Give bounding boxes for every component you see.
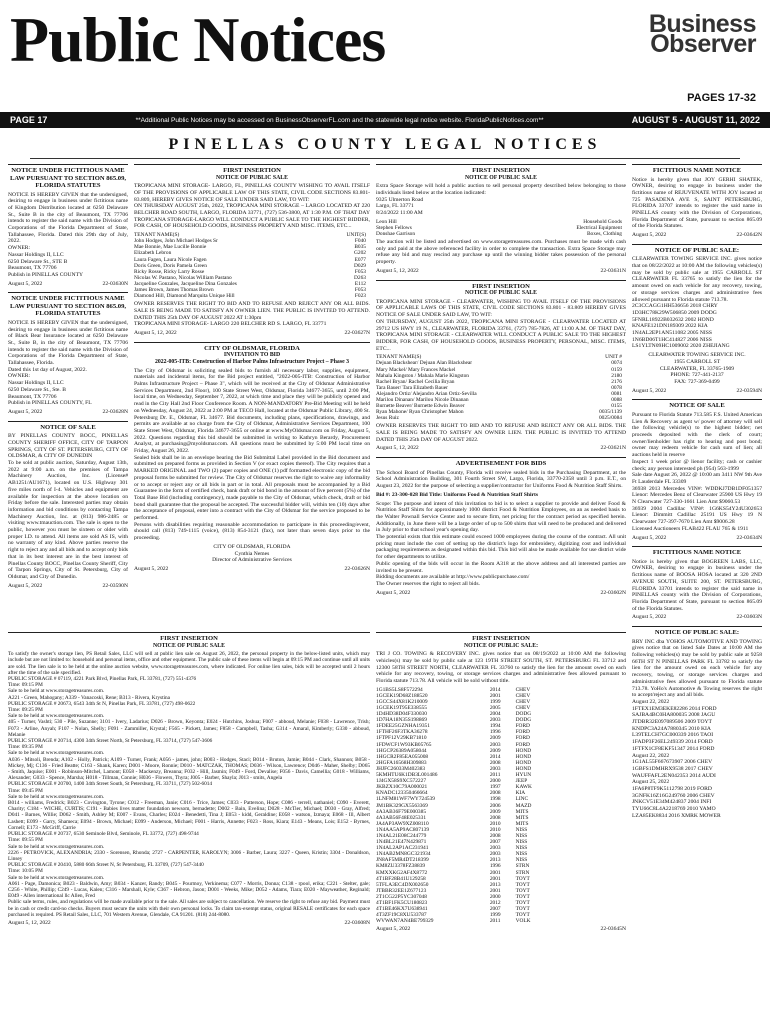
table-cell: 4A3AB56F48E025331 [376,814,427,821]
issue-dates: AUGUST 5 - AUGUST 11, 2022 [631,115,760,125]
notice-code: 22-03608N [344,919,370,926]
notice-body: To satisfy the owner's storage lien, PS Retail Sales, LLC will sell at public lien sale on August 26, 2022, the personal property in the below-listed units, which may include but are not limited to: household and personal items, office and other equipment. The public sale of these items will begin at 09:15 PM and continue until all units are sold. The lien sale is to be held at the online auction website, www.storagetreasures.com, where indicated. For online lien sales, bids will be accepted until 2 hours after the time of the sale specified. PUBLIC STORAGE # 07119, 4221 Park Blvd, Pinellas Park, FL 33781, (727) 551-4376 Time: 09:15 PM Sale to be held at www.storagetreasures.com. A221 - Green, Mahogany; A339 - Vanacoski, Rene; B313 - Rivera, Krystina PUBLIC STORAGE # 20673, 6543 34th St N, Pinellas Park, FL 33781, (727) 498-0622 Time: 09:25 PM Sale to be held at www.storagetreasures.com. 405 - Turner, Vashti; 530 - Pile, Suzanne; 3101 - Ivery, Ladarius; D026 - Brown, Keyonta; E024 - Hutchins, Joshua; F007 - abboud, Melanie; F038 - Lawrence, Trish; F073 - Arline, Anyah; F107 - Nolan, Shelly; F091 - Zammiller, Krystal; F565 - Pickett, James; F858 - Campbell, Tasha; G314 - Amaral, Kimberly; G330 - abboud, Melanie PUBLIC STORAGE # 20714, 4300 34th Street North, St Petersburg, FL 33714, (727) 547-3606 Time: 09:35 PM Sale to be held at www.storagetreasures.com. A036 - Mitsoli, Brenda; A102 - Holly, Patrick; A109 - Turner, Frank; A056 - james, john; B003 - Hodges, Staci; B014 - Bruton, Jamie; B044 - Clark, Shannon; B058 - Mickey, Mj; C136 - Fried Beatte; C163 - Shank, Karen; D001 - Moore, Ronnie; D010 - MATCZAK, THOMAS; D036 - Wilson, Lawrence; D046 - Maher, Shelby; D065 - Smith, Jaquise; E001 - Robinson-Mitchel, Lamont; E058 - Mackenzy, Breanna; F032 - Hill, Jasmin; F049 - Ford, Devalise; F056 - Davis, Camellia; G018 - Williams, Alexander; G033 - Spence, Marsha; H018 - Tillman, Connie; H036 - Flowers, Thyra; J005 - Barber, Shayla; J013 - smits, Angela PUBLIC STORAGE # 20700, 1400 34th Street South, St Petersburg, FL 33711, (727) 502-6014 Time: 09:45 PM Sale to be held at www.storagetreasures.com. B014 - williams, Fredrick; B023 - Covington, Tyrone; C012 - Freeman, Janie; C016 - Trice, James; C033 - Patterson, Hope; C086 - terrell, nathaniel; C090 - Everett, Charity; C184 - WICHE, CURTIS; C191 - Babies lives matter foundation newsom, bernadette; D002 - Bain, Evelina; D028 - McTier, Michael; D030 - Gray, Alfred; D041 - Barnes, Willie; D062 - Smith, Ashley M; E007 - Evans, Charles; E024 - Benedetti, Tina J; E053 - kidd, Geraldine; E058 - watson, Izmaya; E068 - Ill, Albert Lashett; E099 - Garry, Shameca; E094 - Brown, Michael; E099 - Anderson, Michael; F001 - Harris, Annette; F023 - Ross, Kiara; E143 - Means, Lois; E152 - Byrnes, Cornell; E173 - McGriff, Carrie PUBLIC STORAGE # 20737, 6530 Seminole Blvd, Seminole, FL 33772, (727) 498-9744 Time: 09:55 PM Sale to be held at www.storagetreasures.com. 2226 - PETROVICK, ALEXANDRIA; 2330 - Sorensen, Rhonda; 2727 - CARPENTER, KAROLYN; 3006 - Barber, Laura; 3227 - Queen, Kristin; 3304 - Donaldson, Linsey PUBLIC STORAGE # 20410, 5880 66th Street N, St Petersburg, FL 33709, (727) 547-3440 Time: 10:05 PM Sale to be held at www.storagetreasures.com. A061 - Page, Damonica; B023 - Baldwin, Amy; B034 - Kanzer, Randy; B045 - Pourmoy, Verkinema; C077 - Morris, Donna; C138 - rpool, erika; C221 - Stelter, gale; C256 - White, Phillip; C249 - Lucas, Kalen; C316 - Marshall, Kyle; C367 - Hebron, Jason; D001 - Weeks, Mike; D052 - Adams, Tiara; E020 - Mayweather, Reginald; E049 - Allen international llc Allen, Fred Public sale terms, rules, and regulations will be made available prior to the sale. All sales are subject to cancellation. We reserve the right to refuse any bid. Payment must be in cash or credit card-no checks. Buyers must secure the units with their own personal locks. To claim tax-exempt status, original RESALE certificates for each space purchased is required. PS Retail Sales, LLC, 701 Western Avenue, Glendale, CA 91201. (818) 244-8080. [8,651,370,918]
notice [376,164,626,275]
table-cell: 4T3ZF19C8XU533787 [376,912,427,919]
notice-code: 22-03594N [736,387,762,394]
table-cell: 2001 [489,887,501,894]
table-cell: 0035/1139 [599,409,622,416]
notice-code: 22-03634N [736,534,762,541]
table-cell: 1N4BL21E47N429871 [376,839,427,846]
notice-code: 22-03626N [344,565,370,572]
notice-code: 22-03602N [600,589,626,596]
table-cell: 2003 [489,845,501,852]
table-cell: 2008 [489,814,501,821]
notice-body: The City of Oldsmar is soliciting sealed bids to furnish all necessary labor, supplies, equipment, materials and incidental items, for the Bid project entitled, "2022-005-ITB: Construction of Harbor Palms Infrastructure Project – Phase 3", which will be received at the City of Oldsmar Administrative Services Department, 2nd Floor), 100 State Street West, Oldsmar, Florida 34677-3655, until 2:00 PM, local time, on Wednesday, September 7, 2022, at which time and place they will be publicly opened and read in the City Hall 2nd Floor Conference Room. A NON-MANDATORY Pre-Bid Meeting will be held on Wednesday, August 24, 2022 at 2:00 PM at TECO Hall, located at the Oldsmar Public Library, 400 St. Petersburg Dr. E., Oldsmar, FL 34677. Bid documents, including plans, specifications, drawings, and permits are available at no charge from the City of Oldsmar, Administrative Services Department, 100 State Street West, Oldsmar, Florida 34677-3655 or online at www.MyOldsmar.com on Friday, August 5, 2022. Questions regarding this bid should be submitted in writing to Kathryn Berardy, Procurement Analyst, at purchasing@myoldsmar.com. All questions must be submitted by 5:00 PM local time on Friday, August 26, 2022. Sealed bids shall be in an envelope bearing the Bid Submittal Label provided in the Bid document and submitted on prepared forms as provided in Section V (or exact copies thereof). The City requires that a MARKED ORIGINAL and TWO (2) paper copies and ONE (1) pdf formatted electronic copy of the bid proposal forms be submitted for review. The City of Oldsmar reserves the right to waive any informality or to accept or reject any or all bids in part or in total. All proposals must be accompanied by a Bid Guarantee in the form of certified check, bank draft or bid bond in the amount of five percent (5%) of the Total Base Bid (including contingency), made payable to the City of Oldsmar, which check, draft or bid bond shall guarantee that the proposal be accepted. The successful bidder will, within ten (10) days after the acceptance of proposal, enter into a contract with the City of Oldsmar for the service proposed to be performed. Persons with disabilities requiring reasonable accommodation to participate in this proceeding/event, should call (813) 749-1115 (voice), (813) 854-3121 (fax), not later than seven days prior to the proceeding. [134,367,370,542]
table-cell: 1994 [489,723,501,730]
column-3 [376,164,626,626]
section-title: PINELLAS COUNTY LEGAL NOTICES [168,136,602,153]
notice-heading: FIRST INSERTION [223,167,281,174]
notice-footer [8,409,128,416]
table-cell: 4A3AB36F79E000385 [376,808,427,815]
notice-footer [632,535,762,542]
table-cell: 2000 [489,893,501,900]
notice-heading: FIRST INSERTION [160,635,218,642]
table-cell: 1999 [489,698,501,705]
table-cell: NISS [515,851,528,858]
table-cell: HOND [515,753,532,760]
table-cell: 2010 [489,820,501,827]
notice-body-2: OWNER RESERVES THE RIGHT TO BID AND TO REFUSE AND REJECT ANY OR ALL BIDS. THE SALE IS BEING MADE TO SATISFY AN OWNER LIEN. THE PUBLIC IS INVITED TO ATTEND DATED THIS 25th DAY OF AUGUST 2022. [376,423,626,443]
table-cell: Rachel Bryan/ Rachel Cecilia Bryan [376,378,455,385]
notice-subheading: NOTICE OF PUBLIC SALE [464,290,538,297]
notice-date: August 5, 2022 [632,614,667,621]
table-cell: Marilou Dinanan/ Marilou Nicole Dinanan [376,397,469,403]
table-cell: CHEV [515,698,531,705]
table-cell: John Hodges, John Michael Hodges Sr [134,238,218,245]
notice-footer [134,330,370,337]
table-cell: F023 [354,293,366,300]
table-cell: Diamond Hill, Diamond Marquita Unique Hill [134,293,235,300]
table-cell: DODG [515,717,532,724]
table-cell: 1N4AB2MN8GC321934 [376,851,431,858]
table-cell: 2009 [489,747,501,754]
table-cell: Jesus Ruiz [376,415,399,422]
table-cell: DODG [515,711,532,718]
notice-body: Pursuant to Florida Statute 713.585 F.S. United American Lien & Recovery as agent w/ power of attorney will sell the following vehicle(s) to the highest bidder; net proceeds deposited with the clerk of court; owner/lienholder has right to hearing and post bond; owner may redeem vehicle for cash sum of lien; all auctions held in reserve Inspect 1 week prior @ lienor facility; cash or cashier check; any person interested ph (954) 563-1999 Sale date August 26, 2022 @ 10:00 am 3411 NW 9th Ave Ft Lauderdale FL 33309 36938 2013 Mercedes VIN#: WDDKJ7DB1DF051357 Lienor: Mercedes Benz of Clearwater 25900 US Hwy 19 N Clearwater 727-330-1661 Lien Amt $9060.53 36939 2004 Cadillac VIN#: 1G6KS54Y24U302653 Lienor: Dimmitt Cadillac 25191 US Hwy 19 N Clearwater 727-397-7670 Lien Amt $9006.28 Licensed Auctioneers FLAB422 FLAU 765 & 1911 [632,411,762,532]
notice [632,399,762,541]
notice-date: August 5, 2022 [376,589,411,596]
table-cell: 2008 [489,790,501,797]
notice-code: 22-03642N [736,232,762,239]
table-cell: HOND [515,759,532,766]
table-cell: 4T1BF1FK5CU180823 [376,900,428,906]
notice-date: August 5, 2022 [632,232,667,239]
notice-subheading-2: 2022-005-ITB: Construction of Harbor Palms Infrastructure Project – Phase 3 [154,358,349,365]
notice-body: BY PINELLAS COUNTY BOCC, PINELLAS COUNTY SHERIFF OFFICE, CITY OF TARPON SPRINGS, CITY OF ST. PETERSBURG, CITY OF OLDSMAR, & CITY OF DUNEDIN To be sold at public auction, Saturday, August 13th, 2022 at 9:00 a.m. on the premises of Tampa Machinery Auction, Inc. (License# AB1251/AU1671), located on U.S. Highway 301 five miles north of I-4. Vehicles and equipment are available for inspection at the above location on Friday before the sale. Interested parties may obtain information and bid conditions by contacting Tampa Machinery Auction, Inc. at (813) 986-2485 or visiting www.tmauction.com. The sale is open to the public, however you must be sixteen or older with proper I.D. to attend. All items are sold AS IS, with no warranty of any kind. Above parties reserve the right to reject any and all bids and to accept only bids that in its best interest are in the best interest of Pinellas County BOCC, Pinellas County Sheriff, City of Tarpon Springs, City of St. Petersburg, City of Oldsmar, and City of Dunedin. [8,433,128,580]
table-cell: 2HGFA16568H309883 [376,759,427,766]
table-cell: 4T1BF28B41U129258 [376,875,426,882]
table-cell: Electrical Equipment [576,224,622,231]
page-title: Public Notices [10,4,386,75]
page-number: PAGE 17 [10,115,48,125]
table-cell: 1N4AL2AP1AC231941 [376,845,429,852]
brand-line-1: Business [648,10,756,38]
table-cell: MITS [515,820,529,827]
table-cell: Mae Bonnie, Mae Lucille Bonnie [134,244,207,251]
table-cell: KM8ZU3378FZ38839 [376,863,426,870]
notice-date: August 5, 2022 [134,565,169,572]
table-cell: 1FTPF12V29KB71810 [376,735,427,742]
table-cell: Ricky Rosse, Ricky Larry Rosse [134,268,205,275]
pages-range: PAGES 17-32 [687,92,756,104]
notice-subheading: NOTICE OF PUBLIC SALE [464,174,538,181]
table-cell: 1GCCS44X81K210009 [376,698,428,705]
table-cell: Doris Green, Doris Pamela Green [134,262,207,269]
column-bottom-middle [376,632,626,1020]
notice-body: TROPICANA MINI STORAGE - CLEARWATER, WISHING TO AVAIL ITSELF OF THE PROVISIONS OF APPLICABLE LAWS OF THIS STATE, CIVIL CODE SECTIONS 83.801 - 83.809 HEREBY GIVES NOTICE OF SALE UNDER SAID LAW, TO WIT: ON THURSDAY, AUGUST 25th 2022, TROPICANA MINI STORAGE - CLEARWATER LOCATED AT 29712 US HWY 19 N., CLEARWATER, FLORIDA 33761, (727) 785-7826, AT 11:00 A.M. OF THAT DAY, TROPICANA MINI STORAGE - CLEARWATER WILL CONDUCT A PUBLIC SALE TO THE HIGHEST BIDDER, FOR CASH, OF HOUSEHOLD GOODS, BUSINESS PROPERTY, PERSONAL, MISC. ITEMS, ETC... [376,298,626,352]
table-row [376,415,626,421]
notice-code: 22-03621N [600,445,626,452]
notice-heading: FIRST INSERTION [472,635,530,642]
table-cell: 0074 [611,360,622,367]
table-cell: 0155 [611,403,622,410]
notice-body: NOTICE IS HEREBY GIVEN that the undersigned, desiring to engage in business under fictitious name of Kingdom Distribution located at 6250 Delaware St., Suite B in the city of Beaumont, TX 77706 intends to register the said name with the Division of Corporations of the Florida Department of State, Tallahassee, Florida. Dated this 29th day of July, 2022. OWNER: Nassar Holdings II, LLC 6250 Delaware St., STE B Beaumont, TX 77706 Publish in PINELLAS COUNTY [8,191,128,278]
table-cell: 1GCEK19T95E338555 [376,705,427,711]
table-cell: MITS [515,808,529,815]
notice-body: NOTICE IS HEREBY GIVEN that the undersigned, desiring to engage in business under fictitious name of Black Bear Insurance located at 6250 Delaware St., Suite B, in the city of Beaumont, TX 77706 intends to register the said name with the Division of Corporations of the Florida Department of State, Tallahassee, Florida. Dated this 1st day of August, 2022. OWNER: Nassar Holdings II, LLC 6250 Delaware St., Ste. B Beaumont, TX 77706 Publish in PINELLAS COUNTY, FL [8,319,128,407]
column-1 [8,164,128,626]
table-cell: WVWAN7AN4BE799329 [376,918,434,925]
notice-body: Extra Space Storage will hold a public auction to sell personal property described below belonging to those individuals listed below at the location indicated: 9325 Ulmerton Road Largo, FL 33771 8/24/2022 11:00 AM [376,183,626,217]
table-cell: 2003 [489,717,501,724]
notice-heading: FIRST INSERTION [472,282,530,290]
notice-date: August 5, 2022 [8,408,43,415]
notice [8,292,128,415]
table-cell: 1D4HD38D04F330030 [376,711,427,718]
table-cell: JN8AF5MR4DT218399 [376,857,429,864]
table-cell: 2010 [489,826,501,833]
table-cell: 2013 [489,881,501,888]
notice-date: August 5, 12, 2022 [8,919,51,926]
table-cell: JM1BK329GX5563369 [376,802,428,809]
notice-heading: ADVERTISEMENT FOR BIDS [455,460,547,468]
notice-heading: CITY OF OLDSMAR, FLORIDA [204,344,300,352]
table-cell: TENANT NAME(S) [376,354,422,361]
notice-subheading: NOTICE OF PUBLIC SALE [152,642,226,649]
table-cell: STRN [515,863,530,870]
table-cell: 2013 [489,857,501,864]
table [134,232,370,299]
table-row [376,918,551,924]
table-cell: NISS [515,826,528,833]
table-cell: 2001 [489,692,501,699]
table-cell: NISS [515,845,528,852]
header-bar [0,112,770,128]
table-cell: 1FDWCF1W93KB05765 [376,741,432,748]
table-cell: 1G1BS5LS8F572294 [376,686,423,693]
table-cell: 1N4AA5AP9AC807139 [376,826,430,833]
notice-footer [8,281,128,288]
notice-body: The School Board of Pinellas County, Florida will receive sealed bids in the Purchasing Department, at the School Administration Building, 301 Fourth Street SW, Largo, Florida, 33770-2358 until 3 p.m. E.T., on August 23, 2022 for the purpose of selecting a supplier/contractor for Uniforms Food & Nutrition Staff Shirts. [376,469,626,490]
table-cell: KAWK [515,784,532,791]
brand-logo [648,10,756,58]
table-cell: B035 [354,244,366,251]
table [376,219,626,237]
notice-heading: NOTICE OF PUBLIC SALE: [654,629,740,637]
table-cell: FORD [515,735,530,742]
table-cell: 2014 [489,686,501,693]
table-cell: MAZD [515,802,532,809]
notice-footer [134,566,370,573]
table-cell: 1HGCR2F85EA055008 [376,753,429,760]
table-cell: Tara Bauer/ Tara Elizabeth Bauer [376,384,448,391]
table-cell: 2176 [611,378,622,385]
notice [134,342,370,573]
table-cell: Donshae Garrison [376,230,416,237]
notice-code: 22-03631N [600,267,626,274]
notice-footer [376,268,626,275]
table-cell: UNIT(S) [346,232,366,239]
masthead [0,0,770,112]
table-cell: Stephen Fellows [376,224,412,231]
table-cell: Mahala Kingston / Mahala Marie Kingston [376,372,469,379]
notice [632,546,762,621]
table-cell: 2008 [489,759,501,766]
table-cell: JTBBR32EE1Z677123 [376,887,427,894]
brand-line-2: Observer [650,30,756,58]
notice-body-2: Scope: The purpose and intent of this invitation to bid is to select a supplier to provide and deliver Food & Nutrition Staff Shirts for approximately 1000 district Food & Nutrition Employees, on an as needed basis to the Walter Pownall Service Center and to secure firm, net pricing for the contract period as specified herein. Additionally, in June there will be a large order of up to 500 shirts that will need to be produced and delivered in July prior to that school year's opening day. The potential exists that this estimate could exceed 1000 employees during the course of the contract. All unit pricing must include the cost of setting up the district's logo for embroidery, digitizing cost and individual packaging requirements as designated within this bid. This bid will also be made available for use district wide for other departments to utilize. Public opening of the bids will occur in the Room A318 at the above address and all interested parties are invited to be present. Bidding documents are available at http://www.publicpurchase.com/ The Owner reserves the right to reject all bids. [376,500,626,587]
notice-date: August 5, 12, 2022 [376,445,419,452]
table-cell: TOYT [515,875,530,882]
notice [8,632,370,927]
table-cell: HOND [515,765,532,772]
table-cell: Jacqueline Gonzales, Jacqueline Dina Gonzales [134,280,237,287]
table-cell: F040 [354,238,366,245]
notice-code: 22-03590N [102,582,128,589]
table-cell: STRN [515,869,530,876]
notice-code: 22-03603N [736,614,762,621]
notice [8,421,128,590]
table-cell: 2001 [489,869,501,876]
notice-footer [632,614,762,621]
table-cell: 1N4AL21E08C244779 [376,832,427,839]
table-cell: KIA [515,790,526,797]
table-cell: 1J4GX58S9XC572227 [376,778,427,785]
table-cell: F053 [354,268,366,275]
table-cell: VOLK [515,918,531,925]
notice [8,164,128,287]
table-cell: 2011 [489,918,501,925]
table-cell: TENANT NAME(S) [134,232,180,239]
notice-subheading: NOTICE OF PUBLIC SALE [215,174,289,181]
section-rule [30,158,740,159]
table-cell: 1GCEK19D68Z188520 [376,692,428,699]
table-cell: 2007 [489,839,501,846]
table-cell: Leon Hill [376,218,397,225]
table-cell: FORD [515,741,530,748]
table-cell: Ryan Mahone/ Ryan Christopher Mahon [376,409,464,416]
notice [632,244,762,395]
table-cell: 4T1BE46KX7U638941 [376,906,428,913]
notice-footer [376,445,626,452]
table-cell: E112 [354,280,366,287]
notice-body: TROPICANA MINI STORAGE- LARGO, FL, PINELLAS COUNTY WISHING TO AVAIL ITSELF OF THE PROVISIONS OF APPLICABLE LAW OF THIS STATE, CIVIL CODE SECTIONS 83.801-83.809, HEREBY GIVES NOTICE OF SALE UNDER SAID LAW, TO WIT: ON THURSDAY AUGUST 25th, 2022, TROPICANA MINI STORAGE – LARGO LOCATED AT 220 BELCHER ROAD SOUTH, LARGO, FLORIDA 33771, (727) 536-3800, AT 1:30 P.M. OF THAT DAY TROPICANA STORAGE-LARGO WILL CONDUCT A PUBLIC SALE TO THE HIGHEST BIDDER, FOR CASH, OF HOUSEHOLD GOODS, BUSINESS PROPERTY AND MISC. ITEMS, ETC... [134,183,370,230]
table-cell: Elizabeth Lebron [134,250,172,257]
notice-footer [8,920,370,927]
table-cell: 1997 [489,784,501,791]
table-cell: 2009 [489,808,501,815]
notice-code: 22-03628N [102,408,128,415]
table-cell: 2008 [489,832,501,839]
table-cell: 1HGCP26389A058044 [376,747,427,754]
column-4 [632,164,762,1020]
table-row [134,293,370,299]
notice-body: Notice is hereby given that BOGREEN LABS, LLC, OWNER, desiring to engage in business under the fictitious name of BOOSA HOSA located at 320 2ND AVENUE SOUTH, SUITE 200, ST. PETERSBURG, FLORIDA 33701 intends to register the said name in PINELLAS county with the Division of Corporations, Florida Department of State, pursuant to section 865.09 of the Florida Statutes. [632,558,762,612]
table-cell: KMXXKG2AF4X8772 [376,869,428,876]
notice-heading: FICTITIOUS NAME NOTICE [652,549,742,557]
table-cell: 2000 [489,778,501,785]
table-cell: Dejuan Blackshear/ Dejuan Alan Blackshear [376,360,473,367]
table-cell: Alejandro Ortiz/ Alejandro Arian Ortiz-Sevilla [376,390,477,397]
column-2 [134,164,370,626]
notice-heading: NOTICE UNDER FICTITIOUS NAME LAW PURSUANT TO SECTION 865.09, FLORIDA STATUTES [9,167,127,189]
table-cell: CHEV [515,692,531,699]
table-row [376,231,626,237]
table [376,687,551,925]
table-cell: 2003 [489,765,501,772]
table-cell: 0078 [611,384,622,391]
notice-date: August 5, 2022 [632,534,667,541]
column-bottom-left [8,632,370,1020]
notice [376,632,626,933]
notice-date: August 5, 2022 [376,926,411,933]
table-cell: 2180 [611,372,622,379]
table-cell: 2T1CG22P5YC307048 [376,893,427,900]
notice-body-2: The auction will be listed and advertised on www.storagetreasures.com. Purchases must be made with cash only and paid at the above referenced facility in order to complete the transaction. Extra Space Storage may refuse any bid and may rescind any purchase up until the winning bidder takes possession of the personal property. [376,239,626,266]
table-cell: Nicolas W. Pastano, Nicolas William Pastano [134,274,232,281]
notice-body: RRY INC dba YOHOS AUTOMOTIVE AND TOWING gives notice that on listed Sale Dates at 10:00 AM the following vehicles(s) may be sold by public sale at 9258 66TH ST N PINELLAS PARK FL 33782 to satisfy the lien for the amount owed on each vehicle for any recovery, towing, or storage services charges and administrative fees allowed pursuant to Florida statute 713.78. YoHo's Automotive & Towing reserves the right to accept/reject any and all bids. August 22, 2022 1FTEX1EM3EKE82286 2014 FORD SAJBA4BC0HA800035 2008 JAGU JTDBR32E097089506 2009 TOYT KNDPC3A24A7880345 2010 KIA L39TELCH7GC000339 2016 TAOI 1FADP3F26EL249339 2014 FORD 1FTFX1CF8EKF51347 2014 FORD August 22, 2022 1G1AL55F667673907 2006 CHEV 1GBFS1DMHRX9538 2017 CHEV WAUFFAFL2EN042353 2014 AUDI August 25, 2022 1FA6P8TF9K5112798 2019 FORD 3GNFK16Z16G249760 2006 CHEV JNKCV51E34M424837 2004 INFI TYU66C8L4A2218769 2010 YAMO LZA85EK8834 2016 XMRK MOWER [632,638,762,819]
notice [632,164,762,239]
notice-footer [376,926,626,933]
table-cell: CHEV [515,705,531,711]
table-cell: NISS [515,832,528,839]
table-cell: 0088 [611,397,622,403]
notice [134,164,370,337]
table-cell: JHJFC26033M402383 [376,765,426,772]
table-cell: NISS [515,839,528,846]
notice-footer [632,388,762,395]
table-cell: F053 [354,286,366,293]
notice-date: August 5, 2022 [8,582,43,589]
notice-heading: NOTICE OF PUBLIC SALE: [654,246,740,254]
notice [376,457,626,596]
table-cell: JA4AP3AW9XZ008110 [376,820,429,827]
table-cell: 0081 [611,390,622,397]
table-cell: CHEV [515,686,531,693]
table-cell: TOYT [515,893,530,900]
notice-heading: NOTICE UNDER FICTITIOUS NAME LAW PURSUANT TO SECTION 865.09, FLORIDA STATUTES [9,295,127,318]
table-cell: FORD [515,729,530,736]
notice [632,626,762,819]
table-cell: 5KMHTU6K1DB3L001486 [376,772,438,779]
notice-heading: FICTITIOUS NAME NOTICE [652,167,742,174]
notice-body: Notice is hereby given that JOY GERHI SHATEK, OWNER, desiring to engage in business under the fictitious name of REJUVENATE WITH JOY located at 725 PASADENA AVE S, SAINT PETERSBURG, FLORIDA 33707 intends to register the said name in PINELLAS county with the Division of Corporations, Florida Department of State, pursuant to section 865.09 of the Florida Statutes. [632,176,762,230]
table-cell: 1D7HA18N35S198869 [376,717,427,724]
table-cell: 2011 [489,772,501,779]
table-cell: 2006 [489,802,501,809]
table-cell: Burnette Beaver/ Burnette Edwin Beaver [376,403,465,410]
table-cell: 1LNFM81WF7WY724539 [376,796,435,803]
table-cell: James Brown, James Thomas Brown [134,286,214,293]
notice-date: August 5, 12, 2022 [376,267,419,274]
table-cell: NISS [515,857,528,864]
notice-subheading: INVITATION TO BID [223,352,281,359]
notice-date: August 5, 2022 [8,280,43,287]
notice-date: August 5, 2022 [632,387,667,394]
notice-signature: CITY OF OLDSMAR, FLORIDA Cynthia Nemes Director of Administrative Services [212,543,292,564]
notice-code: 22-03627N [344,329,370,336]
table-cell: D263 [354,274,366,281]
notice-heading: NOTICE OF SALE [40,423,96,431]
table-cell: HYUN [515,772,532,779]
table-cell: Household Goods [583,218,622,225]
table-cell: TOYT [515,887,530,894]
notice-body: CLEARWATER TOWING SERVICE INC. gives notice that on 08/22/2022 at 10:00 AM the following vehicles(s) may be sold by public sale at 1955 CARROLL ST CLEARWATER FL 33765 to satisfy the lien for the amount owed on each vehicle for any recovery, towing, or storage services charges and administrative fees allowed pursuant to Florida statute 713.78. 2C3CCAGG1HH536656 2018 CHRY 1D3HC78K29W506850 2009 DODG 5FNRL18922B032632 2002 HOND KNAFE121DN189309 2022 KIA 1N4AL2EP1AN511082 2005 NISS 1N6BD06T1HC414827 2006 NISS LS1YLTN09HC1009002 2020 ZHEJIANG [632,256,762,350]
table-cell: 0159 [611,366,622,373]
bid-line: Bid #: 23-300-028 Bid Title: Uniforms Food & Nutrition Staff Shirts [376,491,539,498]
table-cell: 2001 [489,875,501,882]
table-cell: TOYT [515,906,530,913]
notice-code: 22-03630N [102,280,128,287]
notice-code: 22-03645N [600,926,626,933]
notice-subheading: NOTICE OF PUBLIC SALE: [463,642,539,649]
notice-footer [8,583,128,590]
table-cell: 1996 [489,729,501,736]
table-cell: 5TFLA3EC4DX002650 [376,881,429,888]
header-note: **Additional Public Notices may be accessed on BusinessObserverFL.com and the statewide legal notice website. FloridaPublicNotices.com** [135,116,544,124]
table-cell: 2005 [489,705,501,711]
table-cell: KNADC123350466664 [376,790,428,797]
table [376,354,626,421]
table-cell: 1999 [489,912,501,919]
table-cell: UNIT # [605,354,622,361]
notice-date: August 5, 12, 2022 [134,329,177,336]
table-cell: TOYT [515,881,530,888]
table-cell: 2012 [489,900,501,906]
table-cell: TOYT [515,900,530,906]
table-cell: 1998 [489,796,501,803]
table-cell: 2007 [489,906,501,913]
table-cell: HOND [515,747,532,754]
notice-heading: FIRST INSERTION [472,167,530,174]
table-cell: TOYT [515,912,530,919]
table-cell: 2004 [489,711,501,718]
table-cell: MITS [515,814,529,821]
table-cell: 1996 [489,863,501,870]
table-cell: 2003 [489,851,501,858]
table-cell: Mary Mackel/ Mary Frances Mackel [376,366,456,373]
notice-body: TRI J CO. TOWING & RECOVERY INC. gives notice that on 08/19/2022 at 10:00 AM the following vehicles(s) may be sold by public sale at 123 19TH STREET SOUTH, ST. PETERSBURG FL 33712 and 12300 58TH STREET NORTH, CLEARWATER FL 33760 to satisfy the lien for the amount owed on each vehicle for any recovery, towing, or storage services charges and administrative fees allowed pursuant to Florida statute 713.78. All vehicle will be sold without title. [376,651,626,685]
notice-body-2: OWNER RESERVES THE RIGHT TO BID AND TO REFUSE AND REJECT ANY OR ALL BIDS. SALE IS BEING MADE TO SATISFY AN OWNER LIEN. THE PUBLIC IS INVITED TO ATTEND. DATED THIS 25th DAY OF AUGUST 2022 AT 1:30pm TROPICANA MINI STORAGE- LARGO 220 BELCHER RD S. LARGO, FL 33771 [134,301,370,328]
table-cell: G202 [354,250,366,257]
table-cell: E077 [354,256,366,263]
table-cell: 2014 [489,753,501,760]
notice-signature: CLEARWATER TOWING SERVICE INC. 1955 CARROLL ST CLEARWATER, FL 33765-1909 PHONE: 727-441-2137 FAX: 727-369-0499 [648,352,746,385]
table-cell: Laura Fagen, Laura Nicole Fagen [134,256,207,263]
table-cell: 0025/0084 [598,415,622,422]
table-cell: 1FTHF26F3TKA36278 [376,729,428,736]
table-cell: FORD [515,723,530,730]
table-cell: LINC [515,796,529,803]
notice-footer [376,590,626,597]
notice-footer [632,232,762,239]
notice-heading: NOTICE OF SALE [669,402,725,410]
notice [376,280,626,453]
table-cell: 2009 [489,735,501,742]
table-cell: 2003 [489,741,501,748]
table-cell: D029 [354,262,366,269]
table-cell: JKBZX10C79A000021 [376,784,428,791]
table-cell: JEEP [515,778,528,785]
table-cell: Boxes, Clothing [586,230,622,237]
table-cell: 1FDEE25GZNHA19351 [376,723,430,730]
